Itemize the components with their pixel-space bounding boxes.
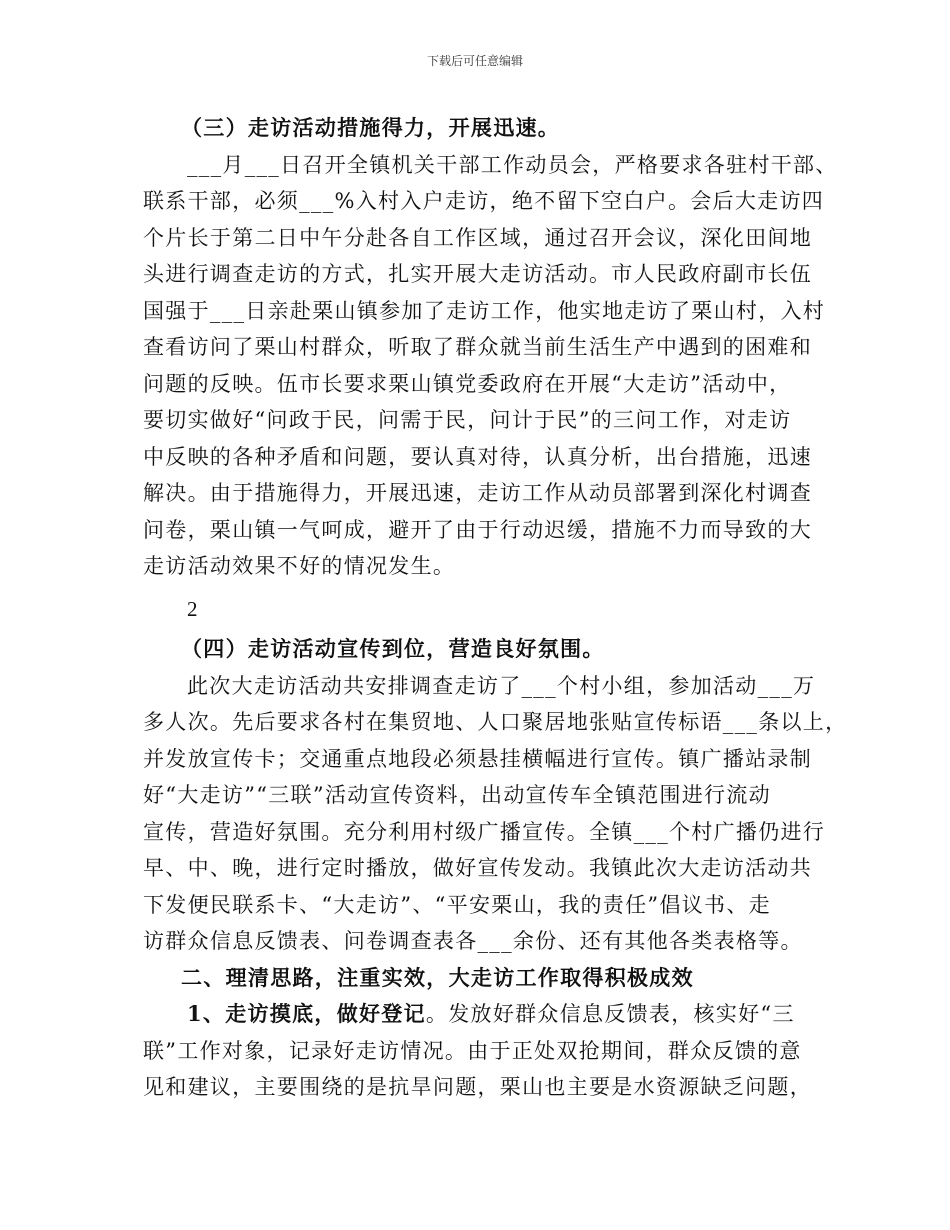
page-number: 2 bbox=[187, 596, 199, 621]
paragraph-line: 多人次。先后要求各村在集贸地、人口聚居地张贴宣传标语___条以上， bbox=[143, 710, 848, 734]
paragraph-line: 访群众信息反馈表、问卷调查表各___余份、还有其他各类表格等。 bbox=[143, 929, 803, 953]
paragraph-line: 早、中、晚，进行定时播放，做好宣传发动。我镇此次大走访活动共 bbox=[143, 856, 812, 880]
paragraph-line: 联”工作对象，记录好走访情况。由于正处双抢期间，群众反馈的意 bbox=[143, 1038, 802, 1063]
paragraph-line: ___月___日召开全镇机关干部工作动员会，严格要求各驻村干部、 bbox=[187, 152, 838, 177]
paragraph-line: 个片长于第二日中午分赴各自工作区域，通过召开会议，深化田间地 bbox=[143, 225, 812, 250]
document-body bbox=[143, 110, 848, 1106]
paragraph-line: 问题的反映。伍市长要求栗山镇党委政府在开展“大走访”活动中， bbox=[143, 371, 792, 396]
paragraph-line: 走访活动效果不好的情况发生。 bbox=[143, 554, 456, 578]
part-heading-2: 二、理清思路，注重实效，大走访工作取得积极成效 bbox=[181, 964, 694, 990]
paragraph-line: 问卷，栗山镇一气呵成，避开了由于行动迟缓，措施不力而导致的大 bbox=[143, 517, 812, 542]
paragraph-line: 并发放宣传卡；交通重点地段必须悬挂横幅进行宣传。镇广播站录制 bbox=[143, 746, 812, 771]
paragraph-line: 解决。由于措施得力，开展迅速，走访工作从动员部署到深化村调查 bbox=[143, 481, 812, 505]
item-text: 。发放好群众信息反馈表，核实好“三 bbox=[425, 1002, 795, 1026]
paragraph-line: 此次大走访活动共安排调查走访了___个村小组，参加活动___万 bbox=[187, 673, 816, 698]
item-line bbox=[143, 996, 813, 1033]
paragraph-line: 查看访问了栗山村群众，听取了群众就当前生活生产中遇到的困难和 bbox=[143, 335, 812, 359]
paragraph-line: 下发便民联系卡、“大走访”、“平安栗山，我的责任”倡议书、走 bbox=[143, 892, 771, 917]
paragraph-line: 中反映的各种矛盾和问题，要认真对待，认真分析，出台措施，迅速 bbox=[143, 444, 812, 469]
paragraph-line: 宣传，营造好氛围。充分利用村级广播宣传。全镇___个村广播仍进行 bbox=[143, 819, 826, 844]
paragraph-line: 联系干部，必须___%入村入户走访，绝不留下空白户。会后大走访四 bbox=[143, 189, 825, 213]
section-heading-3: （三）走访活动措施得力，开展迅速。 bbox=[181, 115, 561, 140]
item-title: 1、走访摸底，做好登记 bbox=[187, 1001, 426, 1026]
paragraph-line: 头进行调查走访的方式，扎实开展大走访活动。市人民政府副市长伍 bbox=[143, 262, 812, 286]
paragraph-line: 好“大走访”“三联”活动宣传资料，出动宣传车全镇范围进行流动 bbox=[143, 783, 771, 807]
page-header: 下载后可任意编辑 bbox=[426, 54, 523, 68]
section-heading-4: （四）走访活动宣传到位，营造良好氛围。 bbox=[181, 636, 605, 661]
paragraph-line: 要切实做好“问政于民，问需于民，问计于民”的三问工作，对走访 bbox=[143, 408, 792, 432]
paragraph-line: 见和建议，主要围绕的是抗旱问题，栗山也主要是水资源缺乏问题， bbox=[143, 1075, 812, 1099]
paragraph-line: 国强于___日亲赴栗山镇参加了走访工作，他实地走访了栗山村，入村 bbox=[143, 298, 826, 323]
